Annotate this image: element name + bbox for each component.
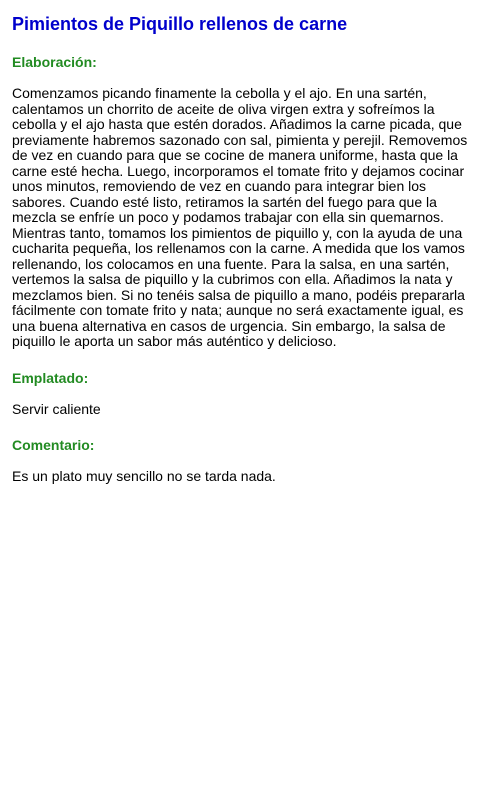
comentario-text: Es un plato muy sencillo no se tarda nada. (12, 468, 276, 484)
page-title: Pimientos de Piquillo rellenos de carne (12, 14, 348, 34)
emplatado-text: Servir caliente (12, 400, 101, 417)
recipe-page (0, 12, 488, 485)
emplatado-heading: Emplatado: (12, 369, 89, 386)
elaboracion-heading: Elaboración: (12, 54, 97, 70)
comentario-heading: Comentario: (12, 437, 95, 453)
elaboracion-text: Comenzamos picando finamente la cebolla y el ajo. En una sartén, calentamos un chorrito de aceite de oliva virgen extra y sofreímos la cebolla y el ajo hasta que estén dorados. Añadimos la carne picada, que previamente habremos sazonado con sal, pimienta y perejil. Removemos de vez en cuando para que se cocine de manera uniforme, hasta que la carne esté hecha. Luego, incorporamos el tomate frito y dejamos cocinar unos minutos, removiendo de vez en cuando para integrar bien los sabores. Cuando esté listo, retiramos la sartén del fuego para que la mezcla se enfríe un poco y podamos trabajar con ella sin quemarnos. Mientras tanto, tomamos los pimientos de piquillo y, con la ayuda de una cucharita pequeña, los rellenamos con la carne. A medida que los vamos rellenando, los colocamos en una fuente. Para la salsa, en una sartén, vertemos la salsa de piquillo y la cubrimos con ella. Añadimos la nata y mezclamos bien. Si no tenéis salsa de piquillo a mano, podéis prepararla fácilmente con tomate frito y nata; aunque no será exactamente igual, es una buena alternativa en casos de urgencia. Sin embargo, la salsa de piquillo le aporta un sabor más auténtico y delicioso. (12, 85, 468, 349)
